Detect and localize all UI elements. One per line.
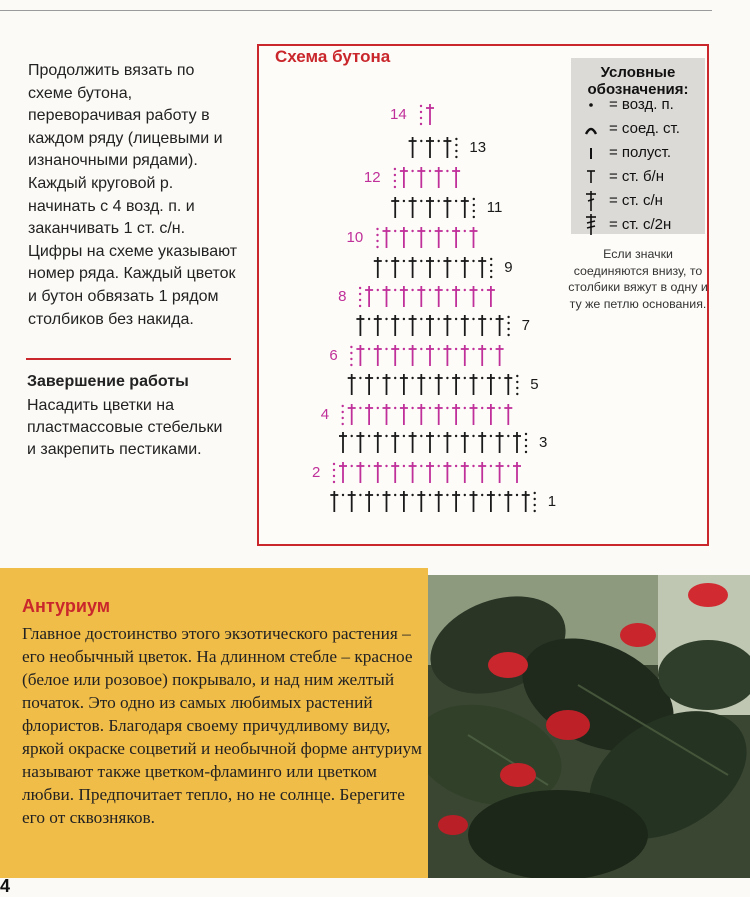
stitch-mark [351, 432, 365, 453]
chain-dot [376, 234, 378, 236]
stitch-mark [455, 432, 469, 453]
row-number: 3 [539, 434, 548, 451]
stitch-row-8 [230, 283, 630, 316]
stitch-mark [481, 374, 495, 395]
stitch-mark [490, 315, 504, 336]
finish-title: Завершение работы [27, 373, 189, 390]
stitch-mark [394, 404, 408, 425]
chain-dot [490, 276, 492, 278]
chain-dot [342, 423, 344, 425]
stitch-mark [420, 462, 434, 483]
chain-dot [359, 287, 361, 289]
stitch-mark [455, 315, 469, 336]
stitch-mark [391, 197, 399, 218]
chain-dot [534, 498, 536, 500]
anthurium-photo [428, 575, 750, 878]
stitch-row-5 [230, 371, 630, 404]
stitch-mark [383, 227, 391, 248]
chain-dot [394, 180, 396, 182]
stitch-mark [394, 227, 408, 248]
chain-dot [455, 150, 457, 152]
stitch-mark [377, 374, 391, 395]
row-number: 9 [504, 259, 513, 276]
chain-dot [342, 411, 344, 413]
stitch-mark [507, 432, 521, 453]
chain-dot [490, 270, 492, 272]
stitch-mark [420, 257, 434, 278]
stitch-mark [446, 167, 460, 188]
stitch-mark [438, 315, 452, 336]
stitch-mark [490, 462, 504, 483]
row-number: 2 [312, 464, 321, 481]
chain-dot [525, 445, 527, 447]
chain-dot [525, 451, 527, 453]
chain-dot [359, 305, 361, 307]
stitch-mark [394, 286, 408, 307]
chain-dot [507, 316, 509, 318]
stitch-mark [368, 462, 382, 483]
chain-dot [420, 117, 422, 119]
row-number: 4 [320, 406, 330, 423]
stitch-mark [455, 257, 469, 278]
chain-dot [534, 504, 536, 506]
stitch-mark [446, 227, 460, 248]
stitch-mark [348, 374, 356, 395]
stitch-mark [498, 374, 512, 395]
stitch-mark [472, 345, 486, 366]
anthurium-text: Главное достоинство этого экзотического растения – его необычный цветок. На длинном стебле – красное (белое или розовое) покрывало, и над ним желтый початок. Это одно из самых любимых растений флористов. Благодаря своему причудливому виду, яркой окраске соцветий и необычной форме антуриум называют также цветком-фламинго или цветком любви. Предпочитает тепло, но не солнце. Берегите его от сквозняков. [22, 624, 422, 827]
chain-dot [342, 405, 344, 407]
stitch-mark [438, 197, 452, 218]
chain-dot [490, 264, 492, 266]
chain-dot [394, 186, 396, 188]
stitch-mark [368, 345, 382, 366]
chain-dot [490, 258, 492, 260]
chain-dot [333, 475, 335, 477]
stitch-mark [429, 404, 443, 425]
legend-label: = ст. с/н [609, 192, 663, 209]
chain-dot [333, 469, 335, 471]
stitch-mark [498, 491, 512, 512]
stitch-mark [359, 404, 373, 425]
legend-title: Условные обозначения: [587, 64, 689, 98]
stitch-row-7 [230, 312, 630, 345]
chain-dot [534, 492, 536, 494]
stitch-mark [438, 257, 452, 278]
stitch-mark [339, 462, 347, 483]
stitch-mark [348, 404, 356, 425]
stitch-mark [455, 197, 469, 218]
stitch-mark [377, 491, 391, 512]
stitch-mark [411, 404, 425, 425]
stitch-mark [438, 137, 452, 158]
stitch-mark [438, 462, 452, 483]
stitch-mark [365, 286, 373, 307]
finish-text: Насадить цветки на пластмассовые стебельки и закрепить пестиками. [27, 397, 223, 458]
stitch-mark [429, 227, 443, 248]
stitch-mark [481, 491, 495, 512]
stitch-mark [464, 227, 478, 248]
chain-dot [473, 204, 475, 206]
stitch-mark [446, 286, 460, 307]
row-number: 5 [530, 376, 539, 393]
stitch-row-11 [230, 194, 630, 227]
stitch-mark [368, 315, 382, 336]
stitch-mark [385, 462, 399, 483]
stitch-mark [342, 491, 356, 512]
stitch-mark [359, 374, 373, 395]
stitch-mark [464, 374, 478, 395]
stitch-mark [403, 197, 417, 218]
stitch-mark [472, 315, 486, 336]
stitch-mark [385, 432, 399, 453]
stitch-mark [420, 137, 434, 158]
stitch-mark [394, 491, 408, 512]
stitch-mark [339, 432, 347, 453]
chain-dot [516, 393, 518, 395]
chain-dot [376, 240, 378, 242]
stitch-mark [426, 104, 434, 125]
stitch-mark [330, 491, 338, 512]
legend-label: = ст. с/2н [609, 216, 672, 233]
stitch-mark [356, 345, 364, 366]
stitch-mark [472, 432, 486, 453]
chain-dot [350, 358, 352, 360]
chain-dot [473, 216, 475, 218]
row-number: 13 [469, 139, 487, 156]
chain-dot [376, 228, 378, 230]
chain-dot [455, 156, 457, 158]
stitch-row-6 [230, 342, 630, 375]
stitch-row-14 [230, 101, 630, 134]
chain-dot [420, 123, 422, 125]
chain-dot [516, 387, 518, 389]
stitch-mark [420, 432, 434, 453]
stitch-mark [411, 227, 425, 248]
legend-label: = соед. ст. [609, 120, 680, 137]
row-number: 11 [486, 199, 503, 216]
stitch-mark [446, 374, 460, 395]
stitch-mark [411, 167, 425, 188]
stitch-row-13 [230, 134, 630, 167]
stitch-row-2 [230, 459, 630, 492]
stitch-mark [490, 345, 504, 366]
chain-dot [350, 352, 352, 354]
scheme-title: Схема бутона [275, 47, 391, 66]
stitch-mark [411, 286, 425, 307]
row-number: 7 [521, 317, 530, 334]
stitch-mark [411, 491, 425, 512]
stitch-mark [377, 286, 391, 307]
chain-dot [394, 168, 396, 170]
stitch-mark [481, 404, 495, 425]
stitch-row-9 [230, 254, 630, 287]
stitch-mark [403, 315, 417, 336]
chain-dot [516, 375, 518, 377]
stitch-mark [351, 462, 365, 483]
chain-dot [359, 299, 361, 301]
row-number: 1 [547, 493, 557, 510]
stitch-mark [446, 404, 460, 425]
stitch-mark [420, 315, 434, 336]
stitch-mark [498, 404, 512, 425]
stitch-mark [403, 462, 417, 483]
chain-dot [455, 138, 457, 140]
stitch-mark [356, 315, 364, 336]
stitch-mark [403, 257, 417, 278]
stitch-mark [472, 462, 486, 483]
chain-dot [376, 246, 378, 248]
chain-dot [342, 417, 344, 419]
stitch-mark [507, 462, 521, 483]
stitch-mark [420, 345, 434, 366]
stitch-mark [385, 345, 399, 366]
chain-dot [507, 328, 509, 330]
stitch-mark [420, 197, 434, 218]
stitch-mark [385, 315, 399, 336]
stitch-mark [385, 257, 399, 278]
stitch-mark [403, 345, 417, 366]
row-number: 10 [346, 229, 364, 246]
chain-dot [333, 481, 335, 483]
stitch-mark [455, 345, 469, 366]
stitch-mark [464, 286, 478, 307]
chain-dot [507, 334, 509, 336]
stitch-mark [403, 432, 417, 453]
chain-dot [534, 510, 536, 512]
stitch-mark [409, 137, 417, 158]
row-number: 6 [329, 347, 338, 364]
stitch-row-10 [230, 224, 630, 257]
legend-label: = полуст. [609, 144, 672, 161]
chain-dot [473, 210, 475, 212]
chain-dot [333, 463, 335, 465]
stitch-mark [394, 374, 408, 395]
stitch-mark [455, 462, 469, 483]
stitch-mark [368, 432, 382, 453]
chain-dot [507, 322, 509, 324]
stitch-mark [411, 374, 425, 395]
chain-dot [525, 439, 527, 441]
stitch-mark [464, 491, 478, 512]
stitch-mark [490, 432, 504, 453]
stitch-row-4 [230, 401, 630, 434]
stitch-mark [429, 374, 443, 395]
stitch-mark [374, 257, 382, 278]
chain-dot [394, 174, 396, 176]
legend-label: = возд. п. [609, 96, 674, 113]
chain-dot [420, 111, 422, 113]
intro-text: Продолжить вязать по схеме бутона, переворачивая работу в каждом ряду (лицевыми и изнаночными рядами). Каждый круговой р. начинать с 4 возд. п. и заканчивать 1 ст. с/н. Цифры на схеме указывают номер ряда. Каждый цветок и бутон обвязать 1 рядом столбиков без накида. [28, 62, 238, 328]
legend-label: = ст. б/н [609, 168, 665, 185]
chain-dot [455, 144, 457, 146]
anthurium-title: Антуриум [22, 596, 111, 616]
stitch-mark [429, 286, 443, 307]
chain-dot [350, 346, 352, 348]
page-number: 4 [0, 876, 11, 896]
stitch-mark [464, 404, 478, 425]
stitch-mark [472, 257, 486, 278]
chain-dot [420, 105, 422, 107]
stitch-mark [446, 491, 460, 512]
stitch-mark [481, 286, 495, 307]
legend-note: Если значки соединяются внизу, то столбики вяжут в одну и ту же петлю основания. [568, 247, 708, 311]
stitch-mark [516, 491, 530, 512]
stitch-mark [429, 167, 443, 188]
stitch-row-12 [230, 164, 630, 197]
stitch-mark [377, 404, 391, 425]
stitch-mark [438, 345, 452, 366]
row-number: 12 [363, 169, 381, 186]
stitch-mark [429, 491, 443, 512]
stitch-mark [400, 167, 408, 188]
chain-dot [350, 364, 352, 366]
chain-dot [359, 293, 361, 295]
stitch-mark [359, 491, 373, 512]
row-number: 14 [390, 106, 407, 123]
stitch-row-1 [230, 488, 630, 521]
chain-dot [473, 198, 475, 200]
chain-dot [516, 381, 518, 383]
stitch-mark [438, 432, 452, 453]
row-number: 8 [338, 288, 347, 305]
